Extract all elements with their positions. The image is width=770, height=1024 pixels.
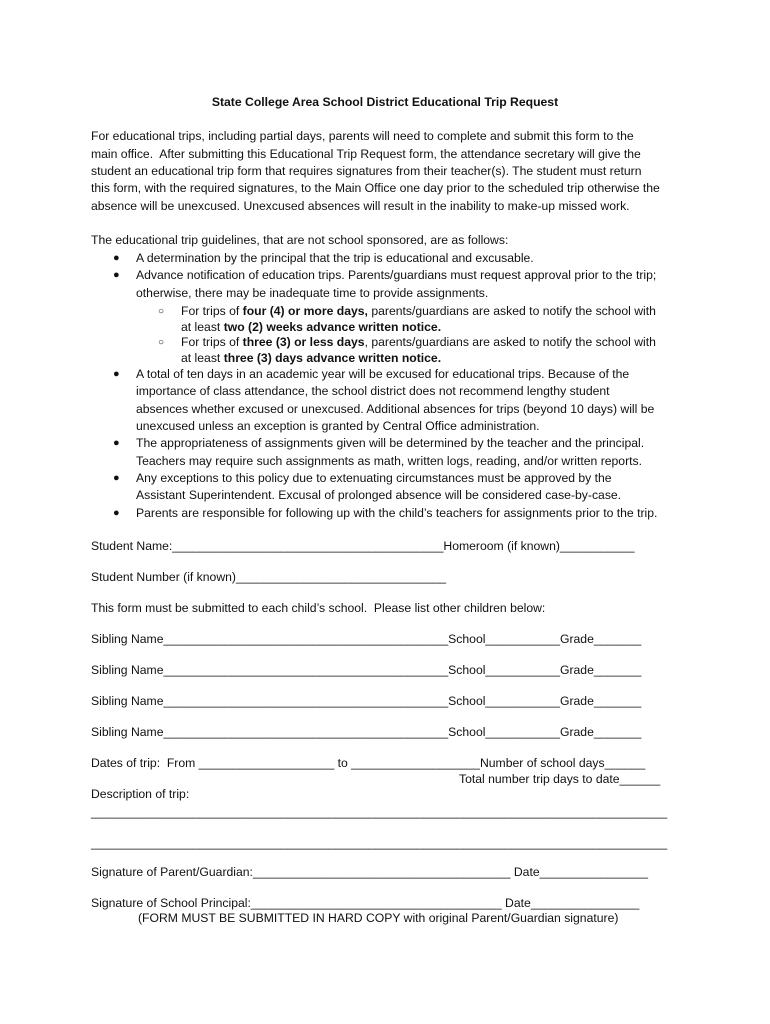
sub-guideline-item: For trips of three (3) or less days, parents/guardians are asked to notify the school with <box>181 335 656 349</box>
sub-guideline-item: at least two (2) weeks advance written notice. <box>181 320 442 334</box>
guideline-item: Assistant Superintendent. Excusal of prolonged absence will be considered case-by-case. <box>136 488 622 502</box>
page-title: State College Area School District Educational Trip Request <box>211 95 559 109</box>
sub-bullet-icon: ○ <box>158 337 165 348</box>
total-trip-days-field[interactable]: Total number trip days to date______ <box>459 772 661 786</box>
guideline-item: The appropriateness of assignments given will be determined by the teacher and the principal. <box>136 436 645 450</box>
sibling-row[interactable]: Sibling Name__________________________________________School___________Grade_______ <box>91 663 642 677</box>
guideline-item: Parents are responsible for following up with the child’s teachers for assignments prior to the trip. <box>136 506 658 520</box>
bullet-icon: ● <box>113 269 120 281</box>
description-line[interactable]: _____________________________________________________________________________________ <box>91 836 668 850</box>
principal-signature-field[interactable]: Signature of School Principal:_____________________________________ Date________________ <box>91 896 640 910</box>
sibling-row[interactable]: Sibling Name__________________________________________School___________Grade_______ <box>91 694 642 708</box>
sibling-row[interactable]: Sibling Name__________________________________________School___________Grade_______ <box>91 725 642 739</box>
student-name-field[interactable]: Student Name:________________________________________Homeroom (if known)___________ <box>91 539 635 553</box>
guideline-item: otherwise, there may be inadequate time to provide assignments. <box>136 286 489 300</box>
guideline-item: unexcused unless an exception is granted by Central Office administration. <box>136 419 540 433</box>
sub-guideline-item: at least three (3) days advance written notice. <box>181 351 442 365</box>
sub-bullet-icon: ○ <box>158 306 165 317</box>
intro-line: absence will be unexcused. Unexcused absences will result in the inability to make-up missed work. <box>91 199 630 213</box>
parent-signature-field[interactable]: Signature of Parent/Guardian:______________________________________ Date________________ <box>91 865 649 879</box>
guideline-item: A determination by the principal that the trip is educational and excusable. <box>136 251 534 265</box>
sub-guideline-item: For trips of four (4) or more days, parents/guardians are asked to notify the school with <box>181 304 656 318</box>
guideline-item: Advance notification of education trips. Parents/guardians must request approval prior to the trip; <box>136 268 657 282</box>
guideline-item: absences whether excused or unexcused. Additional absences for trips (beyond 10 days) will be <box>136 402 655 416</box>
description-line[interactable]: _____________________________________________________________________________________ <box>91 805 668 819</box>
guideline-item: A total of ten days in an academic year will be excused for educational trips. Because of the <box>136 367 630 381</box>
intro-line: main office. After submitting this Educational Trip Request form, the attendance secretary will give the <box>91 147 641 161</box>
bullet-icon: ● <box>113 252 120 264</box>
bullet-icon: ● <box>113 368 120 380</box>
guidelines-heading: The educational trip guidelines, that are not school sponsored, are as follows: <box>91 233 509 247</box>
sibling-row[interactable]: Sibling Name__________________________________________School___________Grade_______ <box>91 632 642 646</box>
student-number-field[interactable]: Student Number (if known)_______________________________ <box>91 570 447 584</box>
bullet-icon: ● <box>113 507 120 519</box>
intro-line: this form, with the required signatures, to the Main Office one day prior to the scheduled trip otherwise the <box>91 181 660 195</box>
bullet-icon: ● <box>113 437 120 449</box>
intro-line: student an educational trip form that requires signatures from their teacher(s). The student must return <box>91 164 642 178</box>
bullet-icon: ● <box>113 472 120 484</box>
description-label: Description of trip: <box>91 787 190 801</box>
footer-note: (FORM MUST BE SUBMITTED IN HARD COPY with original Parent/Guardian signature) <box>138 911 619 925</box>
guideline-item: Any exceptions to this policy due to extenuating circumstances must be approved by the <box>136 471 612 485</box>
trip-dates-field[interactable]: Dates of trip: From ____________________ to ___________________Number of school days______ <box>91 756 646 770</box>
guideline-item: importance of class attendance, the school district does not recommend lengthy student <box>136 384 610 398</box>
guideline-item: Teachers may require such assignments as math, written logs, reading, and/or written reports. <box>136 454 643 468</box>
siblings-note: This form must be submitted to each child’s school. Please list other children below: <box>91 601 546 615</box>
intro-line: For educational trips, including partial days, parents will need to complete and submit this form to the <box>91 129 634 143</box>
